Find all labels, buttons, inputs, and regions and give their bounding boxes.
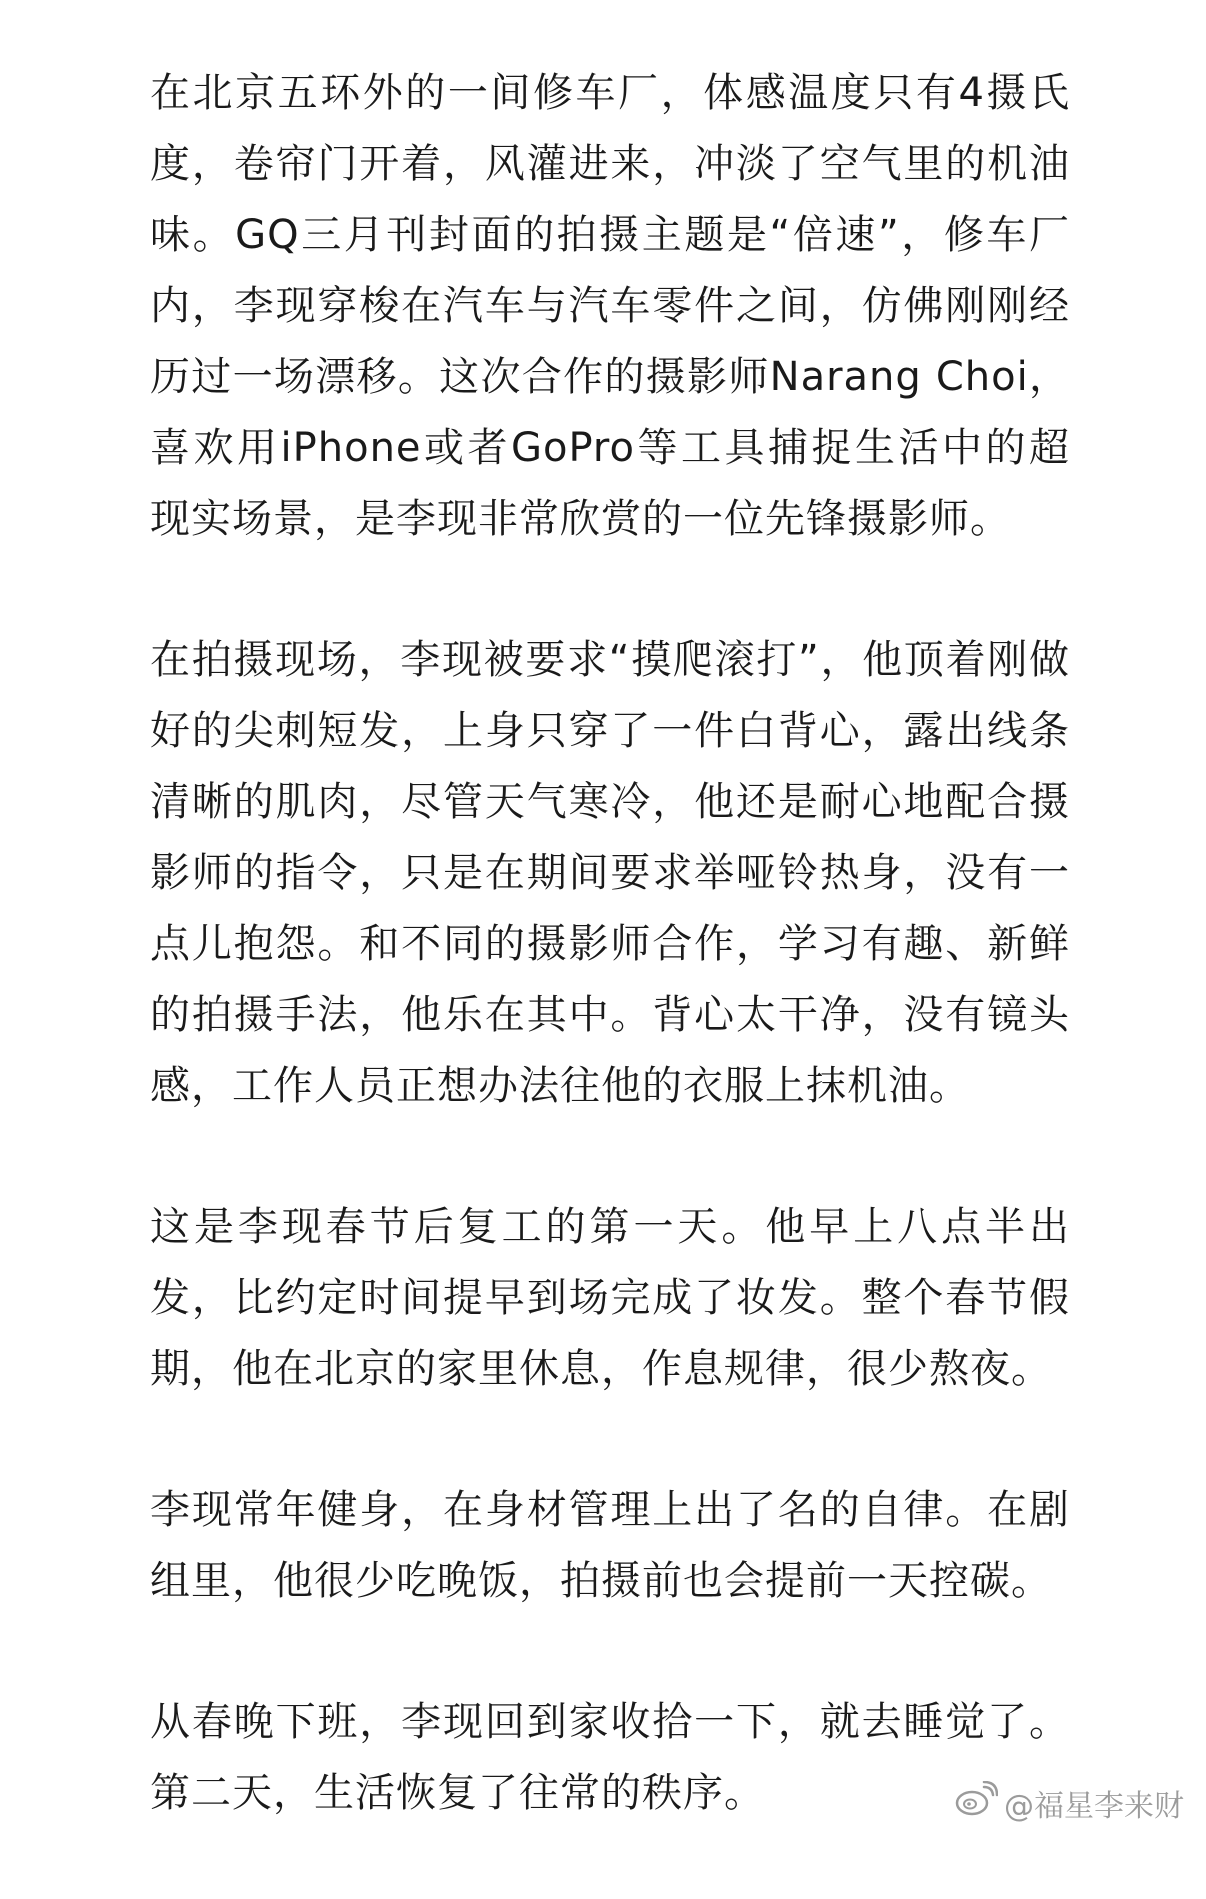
watermark-text: @福星李来财 (1004, 1789, 1184, 1824)
paragraph-3: 这是李现春节后复工的第一天。他早上八点半出发，比约定时间提早到场完成了妆发。整个春节假期，他在北京的家里休息，作息规律，很少熬夜。 (150, 1204, 1070, 1392)
weibo-icon (954, 1781, 998, 1825)
article-body (150, 58, 1070, 1899)
paragraph-5: 从春晚下班，李现回到家收拾一下，就去睡觉了。第二天，生活恢复了往常的秩序。 (150, 1699, 1070, 1816)
weibo-watermark (954, 1781, 1184, 1825)
paragraph-1: 在北京五环外的一间修车厂，体感温度只有4摄氏度，卷帘门开着，风灌进来，冲淡了空气里的机油味。GQ三月刊封面的拍摄主题是“倍速”，修车厂内，李现穿梭在汽车与汽车零件之间，仿佛刚刚经历过一场漂移。这次合作的摄影师Narang Choi，喜欢用iPhone或者GoPro等工具捕捉生活中的超现实场景，是李现非常欣赏的一位先锋摄影师。 (150, 70, 1070, 542)
paragraph-4: 李现常年健身，在身材管理上出了名的自律。在剧组里，他很少吃晚饭，拍摄前也会提前一天控碳。 (150, 1487, 1070, 1604)
paragraph-2: 在拍摄现场，李现被要求“摸爬滚打”，他顶着刚做好的尖刺短发，上身只穿了一件白背心，露出线条清晰的肌肉，尽管天气寒冷，他还是耐心地配合摄影师的指令，只是在期间要求举哑铃热身，没有一点儿抱怨。和不同的摄影师合作，学习有趣、新鲜的拍摄手法，他乐在其中。背心太干净，没有镜头感，工作人员正想办法往他的衣服上抹机油。 (150, 637, 1070, 1109)
